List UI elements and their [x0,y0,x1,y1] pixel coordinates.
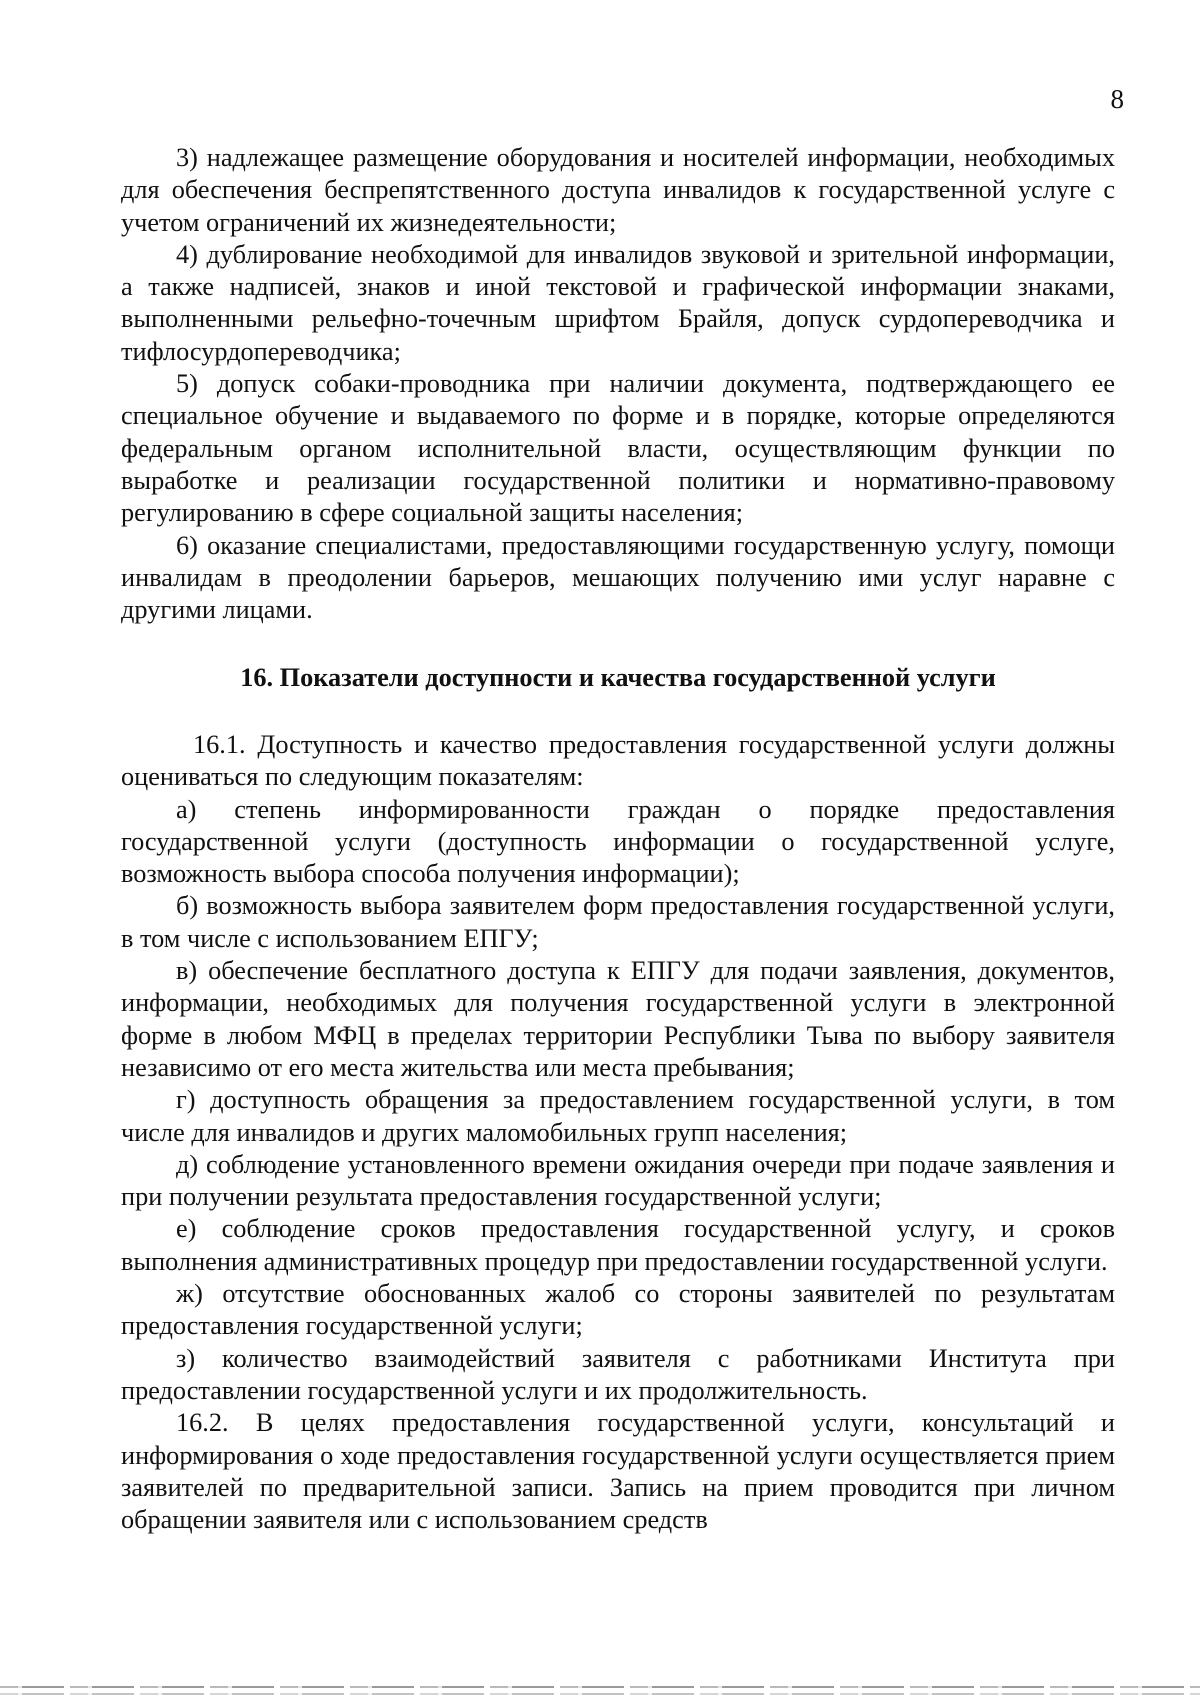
indicator-item-g: г) доступность обращения за предоставлением государственной услуги, в том числе для инвалидов и других маломобильных групп населения; [121,1085,1115,1147]
indicator-item-e: е) соблюдение сроков предоставления государственной услугу, и сроков выполнения административных процедур при предоставлении государственной услуги. [121,1214,1115,1276]
list-item-5: 5) допуск собаки-проводника при наличии документа, подтверждающего ее специальное обучение и выдаваемого по форме и в порядке, которые определяются федеральным органом исполнительной власти, осуществляющим функции по выработке и реализации государственной политики и нормативно-правовому регулированию в сфере социальной защиты населения; [121,369,1115,528]
indicator-item-a: а) степень информированности граждан о порядке предоставления государственной услуги (доступность информации о государственной услуге, возможность выбора способа получения информации); [121,794,1115,889]
list-item-4: 4) дублирование необходимой для инвалидов звуковой и зрительной информации, а также надписей, знаков и иной текстовой и графической информации знаками, выполненными рельефно-точечным шрифтом Брайля, допуск сурдопереводчика и тифлосурдопереводчика; [121,239,1115,366]
list-item-6: 6) оказание специалистами, предоставляющими государственную услугу, помощи инвалидам в преодолении барьеров, мешающих получению ими услуг наравне с другими лицами. [121,530,1115,625]
paragraph-16-2: 16.2. В целях предоставления государственной услуги, консультаций и информирования о ходе предоставления государственной услуги осуществляется прием заявителей по предварительной записи. Запись на прием проводится при личном обращении заявителя или с использованием средств [121,1408,1115,1535]
indicator-item-d: д) соблюдение установленного времени ожидания очереди при подаче заявления и при получении результата предоставления государственной услуги; [121,1149,1115,1212]
paragraph-16-1: 16.1. Доступность и качество предоставления государственной услуги должны оцениваться по следующим показателям: [121,730,1115,792]
indicator-item-z: з) количество взаимодействий заявителя с работниками Института при предоставлении государственной услуги и их продолжительность. [121,1343,1115,1405]
indicator-item-v: в) обеспечение бесплатного доступа к ЕПГУ для подачи заявления, документов, информации, необходимых для получения государственной услуги в электронной форме в любом МФЦ в пределах территории Республики Тыва по выбору заявителя независимо от его места жительства или места пребывания; [121,956,1115,1082]
indicator-item-b: б) возможность выбора заявителем форм предоставления государственной услуги, в том числе с использованием ЕПГУ; [121,891,1115,953]
page-number: 8 [1110,84,1124,114]
indicator-item-zh: ж) отсутствие обоснованных жалоб со стороны заявителей по результатам предоставления государственной услуги; [121,1279,1115,1341]
scan-edge-line-secondary [0,1693,1200,1695]
list-item-3: 3) надлежащее размещение оборудования и носителей информации, необходимых для обеспечения беспрепятственного доступа инвалидов к государственной услуге с учетом ограничений их жизнедеятельности; [121,143,1115,237]
section-16-body [121,729,1115,1536]
section-heading: 16. Показатели доступности и качества государственной услуги [240,663,996,692]
scan-edge-line [0,1686,1200,1688]
accessibility-measures-list [121,142,1115,626]
